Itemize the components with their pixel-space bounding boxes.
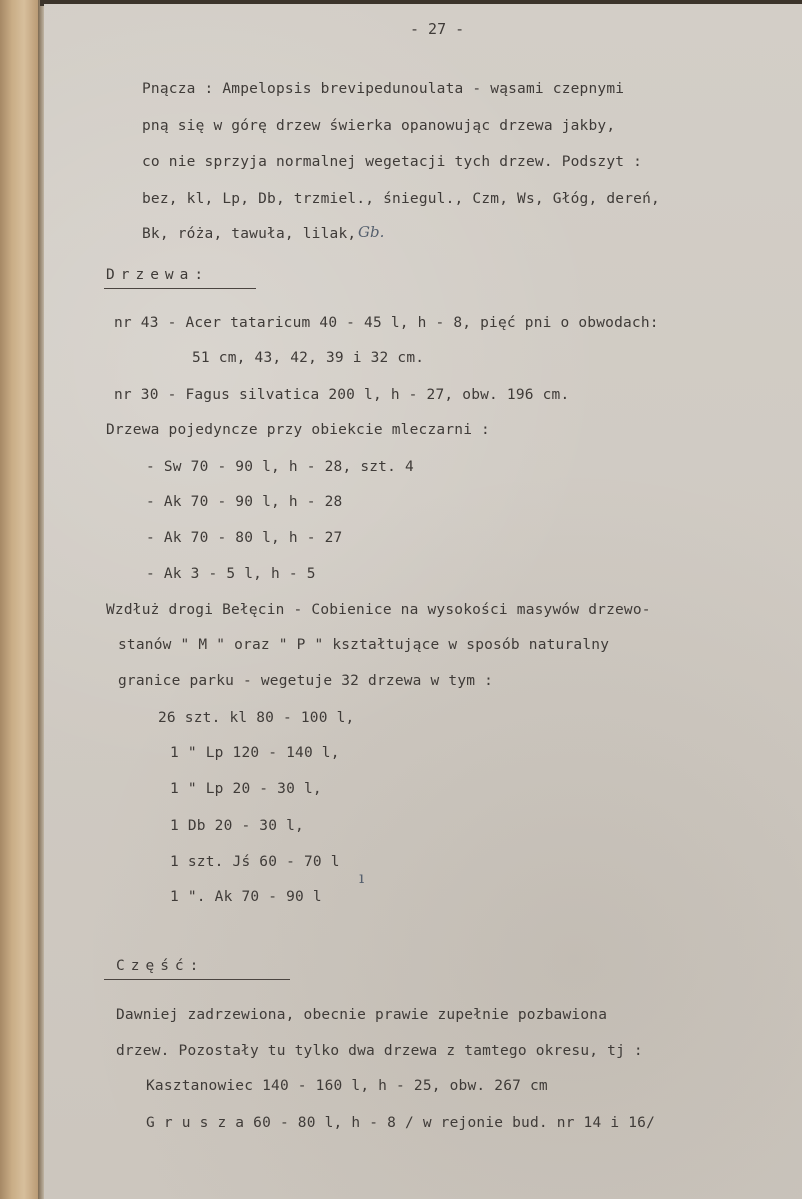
- text-line: co nie sprzyja normalnej wegetacji tych drzew. Podszyt :: [142, 154, 643, 170]
- book-binding: [0, 0, 40, 1199]
- text-line: nr 30 - Fagus silvatica 200 l, h - 27, obw. 196 cm.: [114, 387, 570, 403]
- text-line: 1 Db 20 - 30 l,: [170, 818, 304, 834]
- text-line: 26 szt. kl 80 - 100 l,: [158, 710, 355, 726]
- text-line: nr 43 - Acer tataricum 40 - 45 l, h - 8, pięć pni o obwodach:: [114, 315, 659, 331]
- text-line: 51 cm, 43, 42, 39 i 32 cm.: [192, 350, 425, 366]
- handwritten-note: Gb.: [358, 223, 385, 241]
- text-line: - Ak 3 - 5 l, h - 5: [146, 566, 316, 582]
- text-line: 1 " Lp 120 - 140 l,: [170, 745, 340, 761]
- text-line: Dawniej zadrzewiona, obecnie prawie zupełnie pozbawiona: [116, 1007, 608, 1023]
- text-line: 1 " Lp 20 - 30 l,: [170, 781, 322, 797]
- heading-underline: [104, 288, 256, 289]
- text-line: - Sw 70 - 90 l, h - 28, szt. 4: [146, 459, 414, 475]
- text-line: Pnącza : Ampelopsis brevipedunoulata - wąsami czepnymi: [142, 81, 625, 97]
- pencil-mark: ı: [359, 868, 365, 887]
- text-line: granice parku - wegetuje 32 drzewa w tym :: [118, 673, 494, 689]
- text-line: bez, kl, Lp, Db, trzmiel., śniegul., Czm, Ws, Głóg, dereń,: [142, 191, 660, 207]
- text-line: - Ak 70 - 80 l, h - 27: [146, 530, 343, 546]
- text-line: G r u s z a 60 - 80 l, h - 8 / w rejonie bud. nr 14 i 16/: [146, 1115, 655, 1131]
- text-line: stanów " M " oraz " P " kształtujące w sposób naturalny: [118, 637, 610, 653]
- text-line: 1 ". Ak 70 - 90 l: [170, 889, 322, 905]
- text-line: Wzdłuż drogi Bełęcin - Cobienice na wysokości masywów drzewo-: [106, 602, 651, 618]
- section-heading-czesc: Część:: [116, 958, 205, 974]
- text-line: pną się w górę drzew świerka opanowując drzewa jakby,: [142, 118, 616, 134]
- page-number: - 27 -: [410, 20, 465, 38]
- text-line: Drzewa pojedyncze przy obiekcie mleczarni :: [106, 422, 490, 438]
- text-line: - Ak 70 - 90 l, h - 28: [146, 494, 343, 510]
- typewritten-page: [44, 4, 802, 1199]
- text-line: Bk, róża, tawuła, lilak,: [142, 226, 357, 242]
- text-line: drzew. Pozostały tu tylko dwa drzewa z tamtego okresu, tj :: [116, 1043, 643, 1059]
- section-heading-drzewa: Drzewa:: [106, 267, 210, 283]
- text-line: Kasztanowiec 140 - 160 l, h - 25, obw. 267 cm: [146, 1078, 548, 1094]
- heading-underline: [104, 979, 290, 980]
- text-line: 1 szt. Jś 60 - 70 l: [170, 854, 340, 870]
